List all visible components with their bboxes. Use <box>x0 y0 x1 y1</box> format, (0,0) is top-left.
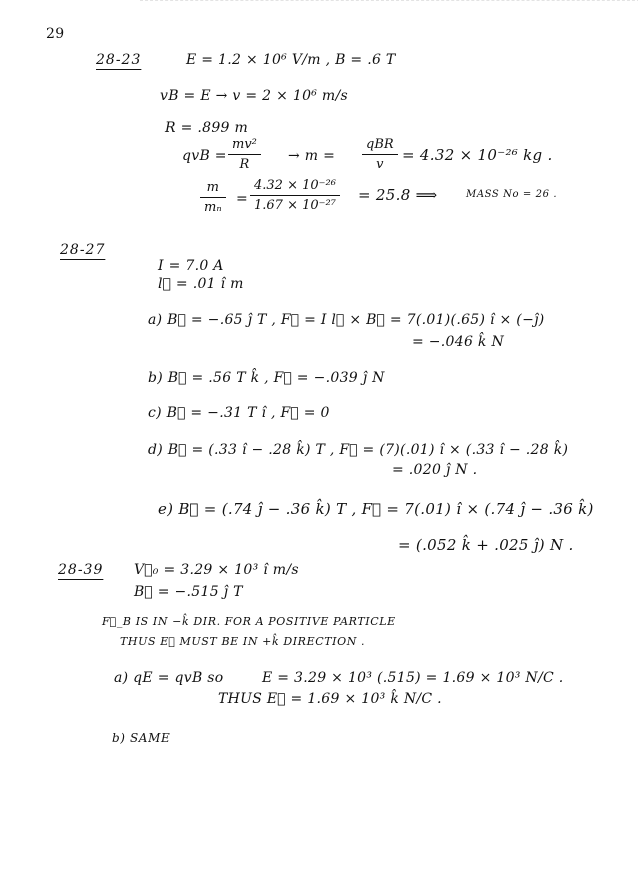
fraction-numerator: mv² <box>228 137 261 155</box>
part-e-result: = (.052 k̂ + .025 ĵ) N . <box>398 536 574 554</box>
part-b: b) B⃗ = .56 T k̂ , F⃗ = −.039 ĵ N <box>148 370 385 386</box>
problem-label-28-23: 28-23 <box>96 52 142 68</box>
fraction-denominator: v <box>376 157 384 172</box>
part-a-result: = −.046 k̂ N <box>412 334 505 350</box>
part-a-vector: THUS E⃗ = 1.69 × 10³ k̂ N/C . <box>218 691 442 707</box>
part-b: b) SAME <box>112 731 171 745</box>
current-value: I = 7.0 A <box>158 258 224 274</box>
equals-sign: = <box>236 191 249 207</box>
fraction-denominator: R <box>239 157 250 172</box>
page-number: 29 <box>46 26 65 42</box>
fraction-numerator: 4.32 × 10⁻²⁶ <box>250 178 340 196</box>
initial-velocity: V⃗₀ = 3.29 × 10³ î m/s <box>134 562 299 578</box>
mass-ratio-result: = 25.8 ⟹ <box>358 186 438 204</box>
problem-label-28-27: 28-27 <box>60 242 106 258</box>
velocity-selector-eq: vB = E → v = 2 × 10⁶ m/s <box>160 88 349 104</box>
fraction-mv2-r <box>228 137 261 172</box>
fraction-numerator: m <box>200 180 226 198</box>
part-c: c) B⃗ = −.31 T î , F⃗ = 0 <box>148 405 330 421</box>
fraction-denominator: 1.67 × 10⁻²⁷ <box>254 198 336 213</box>
part-a-field: E = 3.29 × 10³ (.515) = 1.69 × 10³ N/C . <box>262 670 564 686</box>
fraction-numerator: qBR <box>362 137 398 155</box>
length-vector: l⃗ = .01 î m <box>158 276 244 292</box>
scan-edge <box>140 0 638 4</box>
mass-number-note: MASS No = 26 . <box>466 189 558 200</box>
part-d-result: = .020 ĵ N . <box>392 462 478 478</box>
fraction-denominator: mₙ <box>204 200 222 215</box>
part-d: d) B⃗ = (.33 î − .28 k̂) T , F⃗ = (7)(.01) î × (.33 î − .28 k̂) <box>148 442 569 458</box>
fraction-qbr-v <box>362 137 398 172</box>
mass-result: = 4.32 × 10⁻²⁶ kg . <box>402 146 553 164</box>
arrow-mass-eq: → m = <box>288 148 336 164</box>
part-e: e) B⃗ = (.74 ĵ − .36 k̂) T , F⃗ = 7(.01) î × (.74 ĵ − .36 k̂) <box>158 500 594 518</box>
magnetic-field: B⃗ = −.515 ĵ T <box>134 584 243 600</box>
part-a: a) B⃗ = −.65 ĵ T , F⃗ = I l⃗ × B⃗ = 7(.01)(.65) î × (−ĵ) <box>148 312 545 328</box>
force-eq-lhs: qvB = <box>182 148 227 164</box>
field-direction-note: THUS E⃗ MUST BE IN +k̂ DIRECTION . <box>120 635 366 648</box>
problem-label-28-39: 28-39 <box>58 562 104 578</box>
radius-value: R = .899 m <box>165 120 249 136</box>
part-a-eq: a) qE = qvB so <box>114 670 224 686</box>
given-fields: E = 1.2 × 10⁶ V/m , B = .6 T <box>186 52 396 68</box>
force-direction-note: F⃗_B IS IN −k̂ DIR. FOR A POSITIVE PARTICLE <box>102 615 396 628</box>
fraction-mass-ratio <box>250 178 340 213</box>
fraction-m-mn <box>200 180 226 215</box>
